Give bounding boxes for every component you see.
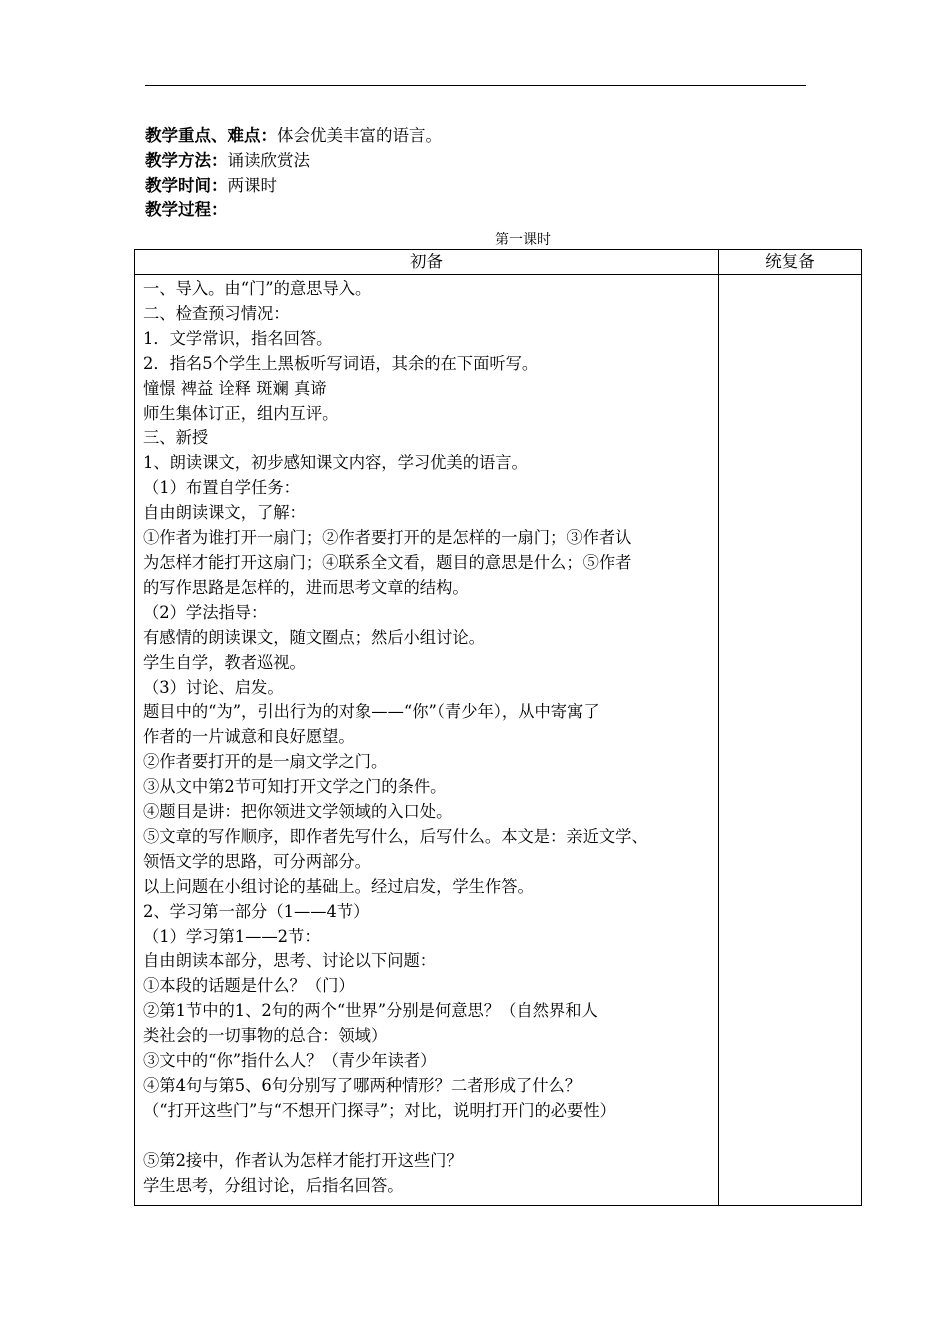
content-line: ①作者为谁打开一扇门；②作者要打开的是怎样的一扇门；③作者认 xyxy=(143,528,632,548)
meta-process: 教学过程： xyxy=(145,200,228,220)
content-line: ④题目是讲：把你领进文学领域的入口处。 xyxy=(143,802,453,822)
content-line: ⑤文章的写作顺序，即作者先写什么，后写什么。本文是：亲近文学、 xyxy=(143,826,648,846)
column-header-revision: 统复备 xyxy=(719,250,862,275)
content-line: （1）布置自学任务： xyxy=(143,478,300,498)
content-line: 类社会的一切事物的总合：领域） xyxy=(143,1026,388,1046)
content-line: 作者的一片诚意和良好愿望。 xyxy=(143,727,355,747)
meta-method: 教学方法：诵读欣赏法 xyxy=(145,150,310,170)
content-line: ③从文中第2节可知打开文学之门的条件。 xyxy=(143,777,447,797)
lesson-meta xyxy=(145,124,442,223)
revision-content xyxy=(719,275,862,1206)
content-line: ③文中的“你”指什么人？（青少年读者） xyxy=(143,1051,437,1071)
content-line: （3）讨论、启发。 xyxy=(143,677,284,697)
column-header-initial: 初备 xyxy=(135,250,719,275)
content-line: ②第1节中的1、2句的两个“世界”分别是何意思？（自然界和人 xyxy=(143,1001,598,1021)
initial-prep-content xyxy=(135,275,719,1206)
lesson-title: 第一课时 xyxy=(495,232,551,248)
content-line: 的写作思路是怎样的，进而思考文章的结构。 xyxy=(143,577,469,597)
content-line: ①本段的话题是什么？（门） xyxy=(143,976,355,996)
header-rule xyxy=(145,85,806,86)
content-line: 三、新授 xyxy=(143,428,209,448)
content-line: ⑤第2接中，作者认为怎样才能打开这些门？ xyxy=(143,1150,463,1170)
content-line: 学生自学，教者巡视。 xyxy=(143,652,306,672)
content-line: 师生集体订正，组内互评。 xyxy=(143,403,339,423)
content-line: 2．指名5个学生上黑板听写词语，其余的在下面听写。 xyxy=(143,353,539,373)
content-line: 1、朗读课文，初步感知课文内容，学习优美的语言。 xyxy=(143,453,528,473)
content-line: ④第4句与第5、6句分别写了哪两种情形？二者形成了什么？ xyxy=(143,1076,582,1095)
content-line: 为怎样才能打开这扇门；④联系全文看，题目的意思是什么；⑤作者 xyxy=(143,552,632,572)
content-line: （1）学习第1——2节： xyxy=(143,926,321,946)
content-line: 憧憬 裨益 诠释 斑斓 真谛 xyxy=(143,378,327,398)
content-line: 自由朗读课文，了解： xyxy=(143,503,306,523)
content-line: ②作者要打开的是一扇文学之门。 xyxy=(143,752,388,772)
content-line: 自由朗读本部分，思考、讨论以下问题： xyxy=(143,951,437,971)
content-line: 二、检查预习情况： xyxy=(143,303,290,323)
content-line: 有感情的朗读课文，随文圈点；然后小组讨论。 xyxy=(143,627,485,647)
content-line: 以上问题在小组讨论的基础上。经过启发，学生作答。 xyxy=(143,876,534,896)
content-line: 学生思考，分组讨论，后指名回答。 xyxy=(143,1175,404,1195)
content-line xyxy=(143,1124,718,1149)
content-line: 题目中的“为”，引出行为的对象——“你”（青少年），从中寄寓了 xyxy=(143,702,600,722)
meta-time: 教学时间：两课时 xyxy=(145,175,277,195)
content-line: （“打开这些门”与“不想开门探寻”；对比，说明打开门的必要性） xyxy=(143,1100,616,1120)
content-line: （2）学法指导： xyxy=(143,602,268,622)
content-line: 2、学习第一部分（1——4节） xyxy=(143,901,370,921)
content-line: 一、导入。由“门”的意思导入。 xyxy=(143,279,372,298)
content-line: 1．文学常识，指名回答。 xyxy=(143,328,333,348)
content-line: 领悟文学的思路，可分两部分。 xyxy=(143,851,371,871)
lesson-table xyxy=(134,249,862,1206)
meta-key-points: 教学重点、难点：体会优美丰富的语言。 xyxy=(145,126,442,145)
